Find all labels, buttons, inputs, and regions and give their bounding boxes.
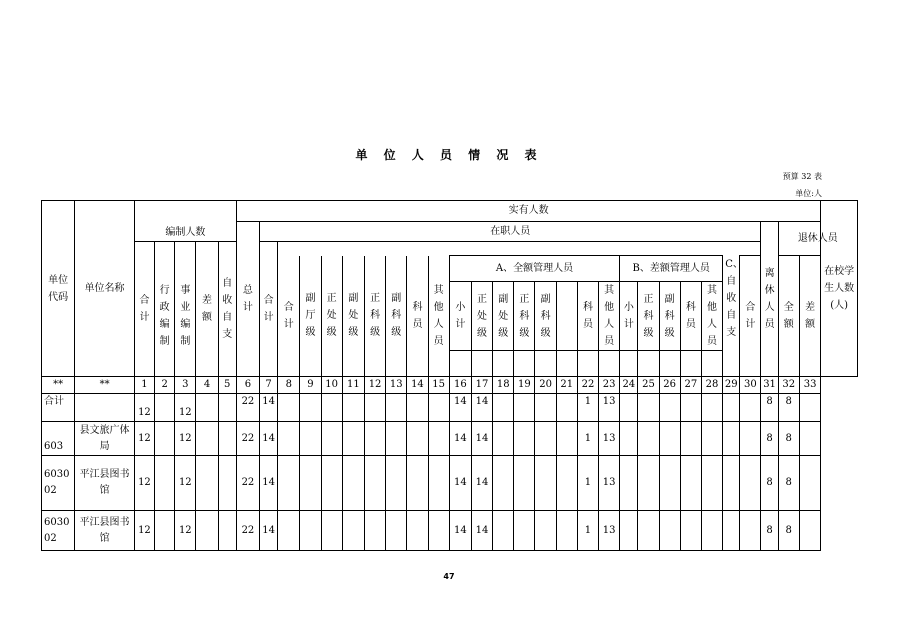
value-cell: [638, 456, 659, 511]
header-group-b-subtotal: 小计: [620, 282, 638, 351]
column-index-cell: 32: [778, 377, 799, 394]
value-cell: [407, 422, 428, 456]
value-cell: 12: [134, 394, 154, 422]
column-index-cell: 15: [428, 377, 449, 394]
page-number: 47: [443, 572, 455, 581]
header-in-service-total: 合计: [260, 242, 278, 377]
value-cell: 8: [761, 394, 778, 422]
unit-note: 单位:人: [795, 189, 822, 198]
header-actual: 实有人数: [236, 201, 821, 222]
column-index-cell: 9: [300, 377, 321, 394]
header-retired-full: 全额: [778, 256, 799, 377]
value-cell: [740, 422, 761, 456]
value-cell: 13: [599, 511, 620, 551]
value-cell: 12: [175, 394, 196, 422]
column-index-cell: 14: [407, 377, 428, 394]
table-row: [42, 456, 858, 511]
value-cell: [342, 422, 364, 456]
column-index-cell: 30: [740, 377, 761, 394]
value-cell: [386, 511, 407, 551]
value-cell: [342, 394, 364, 422]
value-cell: [659, 511, 680, 551]
header-group-c: C、自收自支: [723, 256, 740, 377]
value-cell: [196, 394, 218, 422]
header-cadre-total: 合计: [278, 256, 300, 377]
table-row: [42, 394, 858, 422]
header-group-b-chief-sec: 正科级: [638, 282, 659, 351]
value-cell: [196, 511, 218, 551]
header-deputy-sec: 副科级: [386, 256, 407, 377]
header-deputy-div: 副处级: [342, 256, 364, 377]
value-cell: [535, 422, 556, 456]
value-cell: [386, 422, 407, 456]
value-cell: [407, 511, 428, 551]
value-cell: 14: [449, 394, 471, 422]
value-cell: [680, 511, 701, 551]
value-cell: [514, 456, 535, 511]
header-group-a-other: 其他人员: [599, 282, 620, 351]
value-cell: [155, 456, 175, 511]
value-cell: [556, 422, 577, 456]
value-cell: [300, 394, 321, 422]
value-cell: [218, 456, 236, 511]
value-cell: [321, 456, 342, 511]
value-cell: [218, 511, 236, 551]
header-group-a-chief-sec: 正科级: [514, 282, 535, 351]
value-cell: 14: [260, 394, 278, 422]
value-cell: [556, 456, 577, 511]
value-cell: [364, 394, 385, 422]
value-cell: 8: [761, 511, 778, 551]
column-index-cell: 2: [155, 377, 175, 394]
header-actual-total: 总计: [236, 222, 259, 377]
value-cell: [659, 456, 680, 511]
column-index-cell: 27: [680, 377, 701, 394]
value-cell: [428, 394, 449, 422]
column-index-cell: 10: [321, 377, 342, 394]
value-cell: [278, 394, 300, 422]
value-cell: 8: [778, 422, 799, 456]
value-cell: [723, 511, 740, 551]
header-group-a-deputy-sec: 副科级: [535, 282, 556, 351]
value-cell: 14: [260, 511, 278, 551]
value-cell: [740, 456, 761, 511]
value-cell: [364, 511, 385, 551]
value-cell: [196, 456, 218, 511]
header-public-staffing: 事业编制: [175, 256, 196, 377]
header-retired-cadre: 离休人员: [761, 222, 778, 377]
value-cell: [386, 394, 407, 422]
value-cell: 8: [778, 511, 799, 551]
value-cell: [723, 394, 740, 422]
value-cell: [493, 511, 514, 551]
value-cell: 14: [449, 422, 471, 456]
column-index-cell: 26: [659, 377, 680, 394]
header-staffing-total: 合计: [134, 242, 154, 377]
header-group-b-deputy-sec: 副科级: [659, 282, 680, 351]
column-index-cell: 7: [260, 377, 278, 394]
column-index-cell: 8: [278, 377, 300, 394]
value-cell: 22: [236, 394, 259, 422]
header-group-b-other: 其他人员: [701, 282, 722, 351]
column-index-cell: 23: [599, 377, 620, 394]
header-deputy-dept: 副厅级: [300, 256, 321, 377]
value-cell: 8: [778, 394, 799, 422]
value-cell: [514, 511, 535, 551]
value-cell: [300, 456, 321, 511]
unit-name-cell: 县文旅广体局: [75, 422, 135, 456]
column-index-cell: 16: [449, 377, 471, 394]
header-staffing: 编制人数: [134, 201, 236, 242]
column-index-cell: **: [42, 377, 75, 394]
unit-name-cell: 平江县图书馆: [75, 511, 135, 551]
table-row: [42, 511, 858, 551]
header-group-b: B、差额管理人员: [620, 256, 723, 282]
header-group-a: A、全额管理人员: [449, 256, 620, 282]
unit-code-cell: 603002: [42, 511, 75, 551]
table-row: [42, 422, 858, 456]
value-cell: [155, 422, 175, 456]
value-cell: [155, 511, 175, 551]
value-cell: 14: [260, 456, 278, 511]
value-cell: 14: [471, 511, 492, 551]
value-cell: [701, 511, 722, 551]
value-cell: [321, 511, 342, 551]
value-cell: [321, 394, 342, 422]
value-cell: [342, 456, 364, 511]
value-cell: 1: [577, 511, 598, 551]
value-cell: 22: [236, 511, 259, 551]
value-cell: [493, 422, 514, 456]
value-cell: 14: [260, 422, 278, 456]
value-cell: [680, 456, 701, 511]
value-cell: [659, 394, 680, 422]
value-cell: 8: [761, 422, 778, 456]
value-cell: [799, 394, 821, 422]
value-cell: 8: [778, 456, 799, 511]
column-index-cell: 22: [577, 377, 598, 394]
column-index-cell: 3: [175, 377, 196, 394]
header-admin-staffing: 行政编制: [155, 256, 175, 377]
value-cell: [659, 422, 680, 456]
header-group-b-clerk: 科员: [680, 282, 701, 351]
column-index-cell: 20: [535, 377, 556, 394]
value-cell: [493, 394, 514, 422]
value-cell: [620, 511, 638, 551]
value-cell: [723, 422, 740, 456]
value-cell: 22: [236, 456, 259, 511]
column-index-cell: 29: [723, 377, 740, 394]
value-cell: [300, 511, 321, 551]
column-index-cell: 11: [342, 377, 364, 394]
value-cell: [342, 511, 364, 551]
column-index-cell: 28: [701, 377, 722, 394]
header-chief-div: 正处级: [321, 256, 342, 377]
value-cell: [514, 422, 535, 456]
value-cell: [218, 422, 236, 456]
header-group-a-deputy-div: 副处级: [493, 282, 514, 351]
header-group-a-subtotal: 小计: [449, 282, 471, 351]
value-cell: [321, 422, 342, 456]
value-cell: [535, 394, 556, 422]
unit-name-cell: [75, 394, 135, 422]
value-cell: [680, 422, 701, 456]
value-cell: [620, 422, 638, 456]
header-unit-name: 单位名称: [75, 201, 135, 377]
value-cell: [407, 456, 428, 511]
column-index-cell: 33: [799, 377, 821, 394]
value-cell: [300, 422, 321, 456]
value-cell: [196, 422, 218, 456]
value-cell: 12: [175, 456, 196, 511]
value-cell: [620, 394, 638, 422]
value-cell: [556, 511, 577, 551]
value-cell: [620, 456, 638, 511]
value-cell: [701, 394, 722, 422]
value-cell: 13: [599, 394, 620, 422]
value-cell: [535, 456, 556, 511]
column-index-cell: 5: [218, 377, 236, 394]
header-group-a-clerk: 科员: [577, 282, 598, 351]
value-cell: [278, 422, 300, 456]
value-cell: [428, 511, 449, 551]
column-index-row: [42, 377, 858, 394]
value-cell: [278, 456, 300, 511]
value-cell: [514, 394, 535, 422]
value-cell: [364, 422, 385, 456]
column-index-cell: 1: [134, 377, 154, 394]
page-title: 单 位 人 员 情 况 表: [355, 148, 543, 162]
value-cell: [799, 422, 821, 456]
value-cell: 14: [449, 456, 471, 511]
value-cell: [740, 511, 761, 551]
value-cell: 13: [599, 456, 620, 511]
header-self-funded: 自收自支: [218, 242, 236, 377]
value-cell: [701, 422, 722, 456]
value-cell: [638, 422, 659, 456]
value-cell: 14: [471, 394, 492, 422]
header-clerk: 科员: [407, 256, 428, 377]
table-number-note: 预算 32 表: [782, 172, 822, 181]
column-index-cell: 6: [236, 377, 259, 394]
unit-code-cell: 603002: [42, 456, 75, 511]
value-cell: 14: [471, 422, 492, 456]
value-cell: 1: [577, 456, 598, 511]
value-cell: [428, 422, 449, 456]
column-index-cell: 19: [514, 377, 535, 394]
column-index-cell: **: [75, 377, 135, 394]
value-cell: [638, 511, 659, 551]
value-cell: 12: [134, 511, 154, 551]
value-cell: 14: [471, 456, 492, 511]
value-cell: [680, 394, 701, 422]
value-cell: 12: [134, 422, 154, 456]
header-group-a-chief-div: 正处级: [471, 282, 492, 351]
unit-name-cell: 平江县图书馆: [75, 456, 135, 511]
value-cell: 1: [577, 422, 598, 456]
column-index-cell: 17: [471, 377, 492, 394]
value-cell: 13: [599, 422, 620, 456]
column-index-cell: 12: [364, 377, 385, 394]
column-index-cell: 31: [761, 377, 778, 394]
column-index-cell: 13: [386, 377, 407, 394]
header-in-service: 在职人员: [260, 222, 761, 242]
value-cell: [493, 456, 514, 511]
header-unit-code: 单位代码: [42, 201, 75, 377]
header-retired: 退休人员: [778, 222, 857, 256]
value-cell: [740, 394, 761, 422]
value-cell: [364, 456, 385, 511]
unit-code-cell: 603: [42, 422, 75, 456]
column-index-cell: 21: [556, 377, 577, 394]
value-cell: 8: [761, 456, 778, 511]
header-students: 在校学生人数(人): [821, 201, 858, 377]
value-cell: 12: [134, 456, 154, 511]
value-cell: 14: [449, 511, 471, 551]
column-index-cell: 18: [493, 377, 514, 394]
value-cell: [428, 456, 449, 511]
value-cell: [218, 394, 236, 422]
header-chief-sec: 正科级: [364, 256, 385, 377]
value-cell: 12: [175, 422, 196, 456]
value-cell: 12: [175, 511, 196, 551]
value-cell: 22: [236, 422, 259, 456]
staff-table-container: [41, 200, 858, 544]
value-cell: [407, 394, 428, 422]
value-cell: [701, 456, 722, 511]
value-cell: 1: [577, 394, 598, 422]
column-index-cell: 24: [620, 377, 638, 394]
value-cell: [723, 456, 740, 511]
value-cell: [535, 511, 556, 551]
value-cell: [799, 456, 821, 511]
value-cell: [386, 456, 407, 511]
header-diff-amount: 差额: [196, 242, 218, 377]
column-index-cell: 25: [638, 377, 659, 394]
value-cell: [556, 394, 577, 422]
value-cell: [155, 394, 175, 422]
staff-table: [41, 200, 858, 551]
unit-code-cell: 合计: [42, 394, 75, 422]
value-cell: [638, 394, 659, 422]
header-other: 其他人员: [428, 256, 449, 377]
column-index-cell: 4: [196, 377, 218, 394]
value-cell: [278, 511, 300, 551]
header-retired-diff: 差额: [799, 256, 821, 377]
header-retired-total: 合计: [740, 256, 761, 377]
value-cell: [799, 511, 821, 551]
